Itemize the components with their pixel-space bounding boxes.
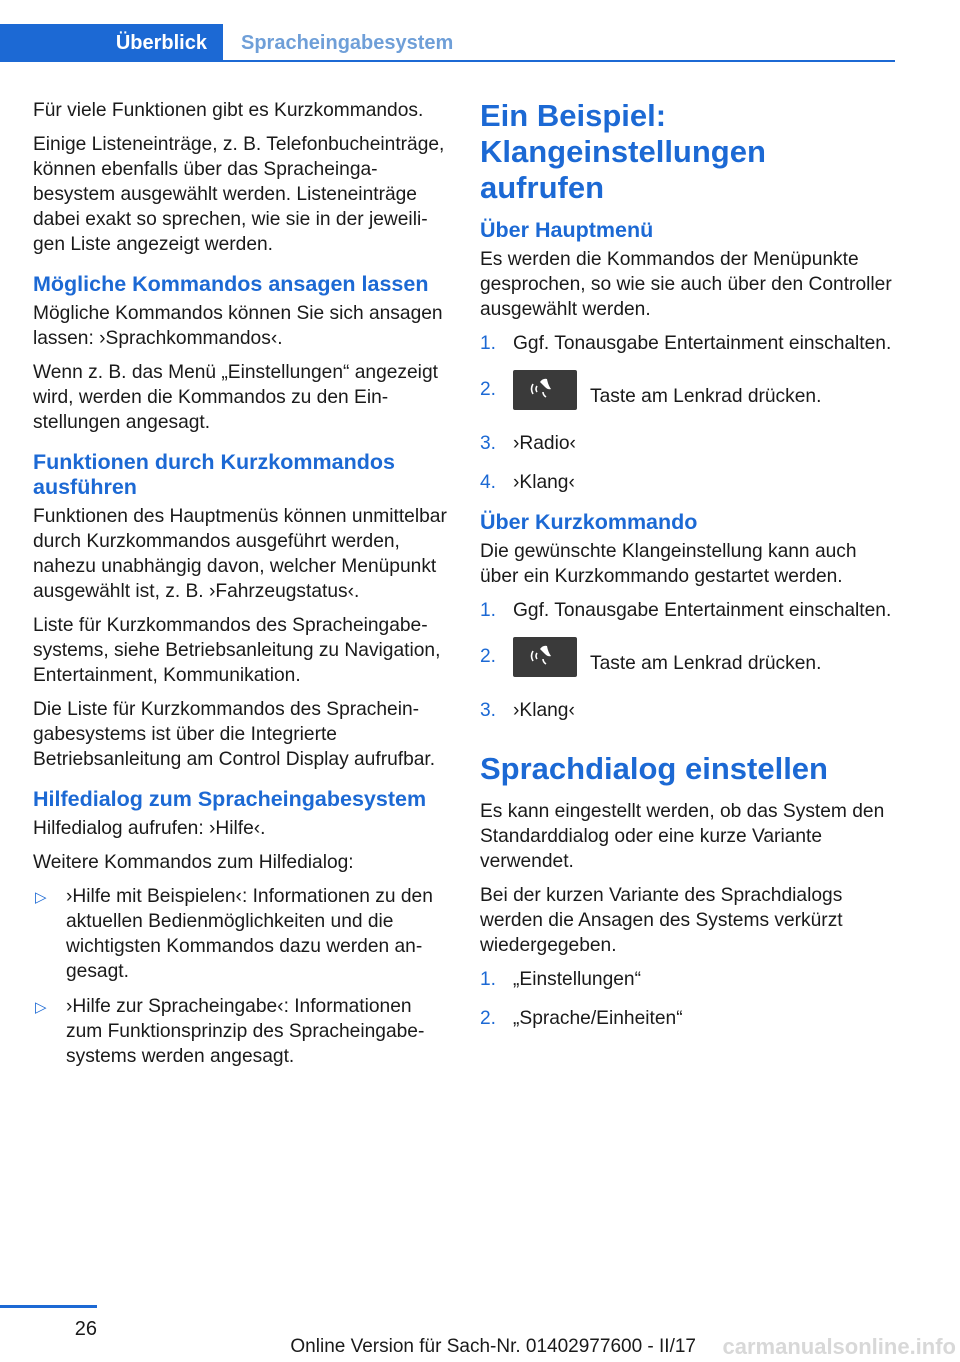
help-command-list — [33, 884, 451, 1069]
footer-divider — [0, 1305, 97, 1308]
page-header — [0, 24, 895, 62]
step-text: ›Radio‹ — [513, 433, 576, 454]
paragraph: Es kann eingestellt werden, ob das System den Standarddialog oder eine kurze Variante verwendet. — [480, 801, 885, 872]
list-item-text: ›Hilfe zur Spracheingabe‹: Informationen zum Funktionsprinzip des Spracheingabesystems werden angesagt. — [66, 996, 425, 1067]
push-to-talk-icon — [513, 637, 577, 677]
step-number: 3. — [480, 433, 497, 454]
left-column — [33, 98, 451, 1079]
paragraph: Hilfedialog aufrufen: ›Hilfe‹. — [33, 818, 266, 839]
steps-list-main-menu — [480, 331, 898, 495]
tab-spracheingabesystem[interactable]: Spracheingabesystem — [241, 31, 454, 54]
step-text: Taste am Lenkrad drücken. — [589, 386, 822, 407]
section-heading: Hilfedialog zum Spracheingabesystem — [33, 787, 427, 811]
steps-list-dialog — [480, 967, 898, 1031]
section-heading: Über Kurzkommando — [480, 510, 698, 534]
paragraph: Mögliche Kommandos können Sie sich ansagen lassen: ›Sprachkommandos‹. — [33, 303, 443, 349]
watermark: carmanualsonline.info — [722, 1334, 956, 1359]
list-item — [480, 1006, 898, 1031]
online-version-note: Online Version für Sach-Nr. 01402977600 - II/17 — [290, 1336, 696, 1357]
section-heading: Funktionen durch Kurzkommandos ausführen — [33, 450, 395, 499]
triangle-bullet-icon: ▷ — [35, 889, 47, 906]
paragraph: Funktionen des Hauptmenüs können unmittelbar durch Kurzkommandos ausgeführt werden, nahezu unabhängig davon, welcher Menüpunkt ausgewählt ist, z. B. ›Fahrzeugstatus‹. — [33, 506, 447, 602]
step-text: Ggf. Tonausgabe Entertainment einschalten. — [513, 333, 892, 354]
paragraph: Für viele Funktionen gibt es Kurzkommandos. — [33, 100, 424, 121]
section-heading: Über Hauptmenü — [480, 218, 654, 242]
main-heading: Sprachdialog einstellen — [480, 751, 828, 786]
paragraph: Weitere Kommandos zum Hilfedialog: — [33, 852, 354, 873]
list-item-text: ›Hilfe mit Beispielen‹: Informationen zu den aktuellen Bedienmöglichkeiten und die wichtigsten Kommandos dazu werden angesagt. — [66, 886, 433, 982]
right-column — [480, 98, 898, 1045]
page-number: 26 — [74, 1318, 97, 1340]
main-heading: Ein Beispiel: Klangeinstellungen aufrufen — [480, 98, 766, 205]
step-text: Taste am Lenkrad drücken. — [589, 653, 822, 674]
paragraph: Wenn z. B. das Menü „Einstellungen“ angezeigt wird, werden die Kommandos zu den Einstellungen angesagt. — [33, 362, 438, 433]
paragraph: Bei der kurzen Variante des Sprachdialogs werden die Ansagen des Systems verkürzt wiedergegeben. — [480, 885, 843, 956]
list-item — [480, 331, 898, 356]
step-number: 4. — [480, 472, 497, 493]
step-number: 2. — [480, 1008, 497, 1029]
paragraph: Einige Listeneinträge, z. B. Telefonbucheinträge, können ebenfalls über das Spracheingabesystem ausgewählt werden. Listeneinträge dabei exakt so sprechen, wie sie in der jeweiligen Liste angezeigt werden. — [33, 134, 445, 255]
paragraph: Es werden die Kommandos der Menüpunkte gesprochen, so wie sie auch über den Controller ausgewählt werden. — [480, 249, 892, 320]
step-number: 1. — [480, 969, 497, 990]
step-number: 2. — [480, 379, 497, 400]
paragraph: Liste für Kurzkommandos des Spracheingabesystems, siehe Betriebsanleitung zu Navigation, Entertainment, Kommunikation. — [33, 615, 441, 686]
list-item — [33, 884, 451, 984]
step-text: Ggf. Tonausgabe Entertainment einschalten. — [513, 600, 892, 621]
step-text: „Sprache/Einheiten“ — [513, 1008, 683, 1029]
step-number: 3. — [480, 700, 497, 721]
list-item — [480, 967, 898, 992]
triangle-bullet-icon: ▷ — [35, 999, 47, 1016]
tab-ueberblick[interactable]: Überblick — [0, 24, 223, 62]
list-item — [480, 370, 898, 417]
list-item — [480, 598, 898, 623]
list-item — [33, 994, 451, 1069]
paragraph: Die Liste für Kurzkommandos des Spracheingabesystems ist über die Integrierte Betriebsanleitung am Control Display aufrufbar. — [33, 699, 436, 770]
step-text: „Einstellungen“ — [513, 969, 641, 990]
push-to-talk-icon — [513, 370, 577, 410]
paragraph: Die gewünschte Klangeinstellung kann auch über ein Kurzkommando gestartet werden. — [480, 541, 857, 587]
list-item — [480, 637, 898, 684]
section-heading: Mögliche Kommandos ansagen lassen — [33, 272, 429, 296]
step-number: 1. — [480, 600, 497, 621]
header-divider — [223, 60, 895, 62]
step-text: ›Klang‹ — [513, 700, 575, 721]
list-item — [480, 698, 898, 723]
list-item — [480, 431, 898, 456]
steps-list-short-command — [480, 598, 898, 723]
step-number: 1. — [480, 333, 497, 354]
step-number: 2. — [480, 646, 497, 667]
step-text: ›Klang‹ — [513, 472, 575, 493]
list-item — [480, 470, 898, 495]
